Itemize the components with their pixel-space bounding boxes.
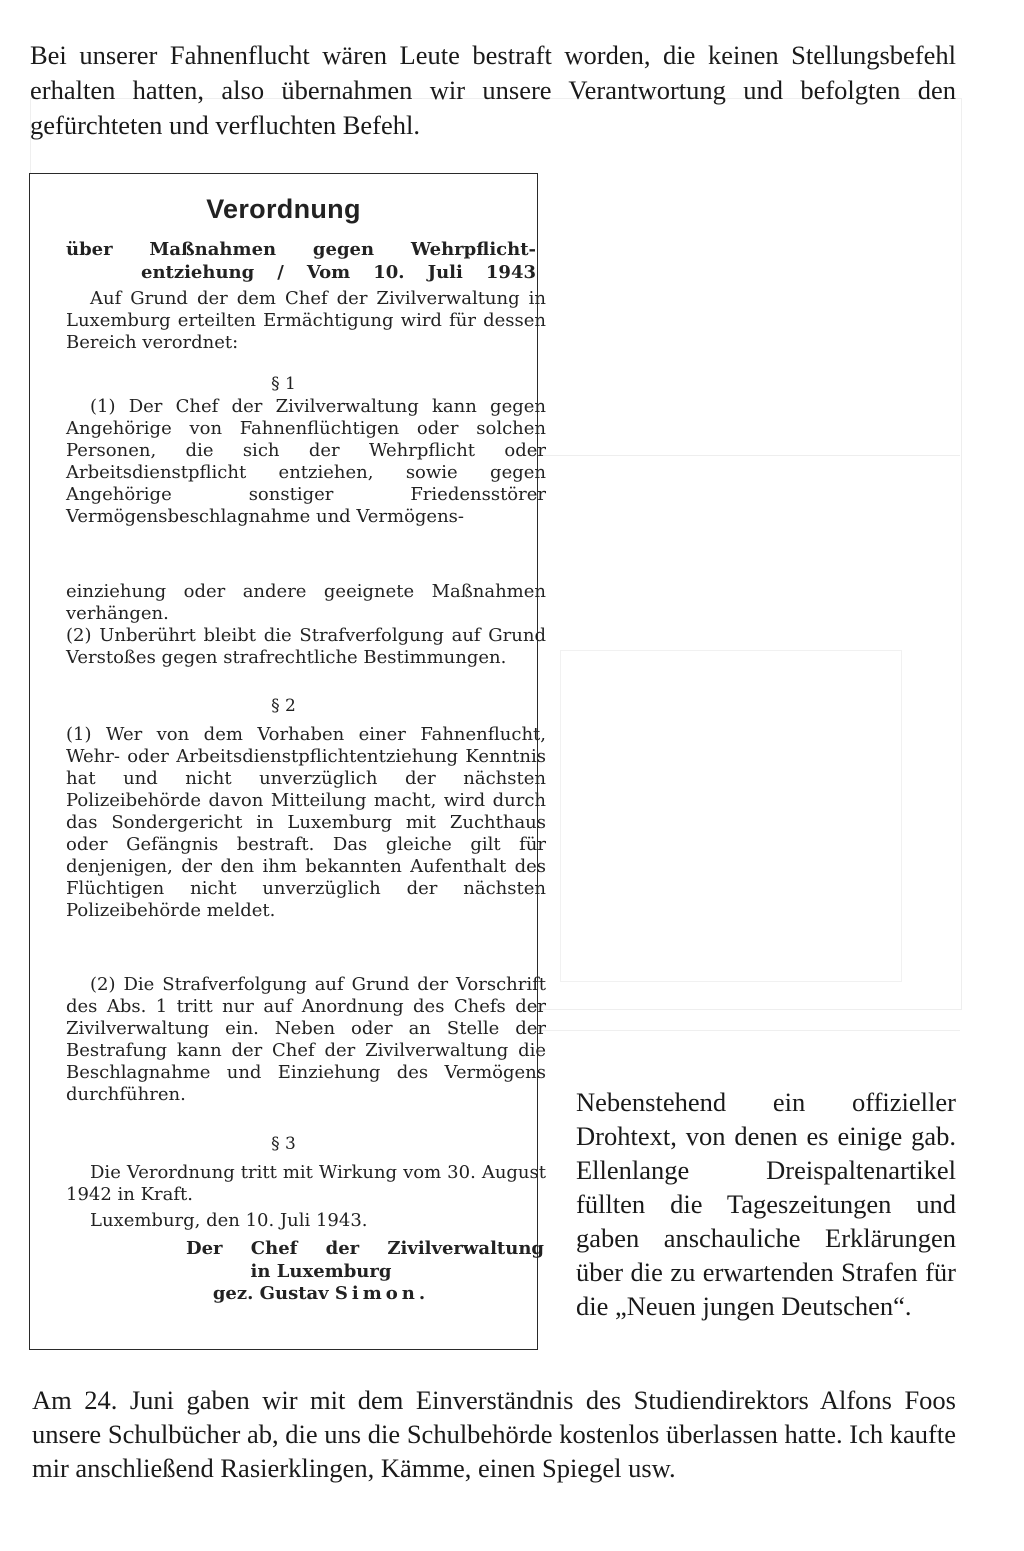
section-1-paragraph-1a: (1) Der Chef der Zivilverwaltung kann gegen Angehörige von Fahnenflüchtigen oder solchen Personen, die sich der Wehrpflicht oder Arbeitsdienstpflicht entziehen, sowie gegen Angehörige sonstiger Friedensstörer Vermögensbeschlagnahme und Vermögens-	[66, 396, 546, 527]
decree-subtitle-line2: entziehung / Vom 10. Juli 1943	[141, 262, 536, 283]
section-3-paragraph: Die Verordnung tritt mit Wirkung vom 30. August 1942 in Kraft.	[66, 1162, 546, 1205]
decree-title: Verordnung	[206, 194, 361, 224]
section-2-paragraph-2: (2) Die Strafverfolgung auf Grund der Vorschrift des Abs. 1 tritt nur auf Anordnung des Chefs der Zivilverwaltung ein. Neben oder an Stelle der Bestrafung kann der Chef der Zivilverwaltung die Beschlagnahme und Einziehung des Vermögens durchführen.	[66, 974, 546, 1105]
signature-line-3	[66, 1283, 546, 1305]
signature-prefix: gez. Gustav	[212, 1283, 329, 1304]
intro-paragraph: Bei unserer Fahnenflucht wären Leute bestraft worden, die keinen Stellungsbefehl erhalten hatten, also übernahmen wir unsere Verantwortung und befolgten den gefürchteten und verfluchten Befehl.	[30, 40, 956, 140]
show-through-stamp-box	[560, 650, 902, 982]
closing-paragraph: Am 24. Juni gaben wir mit dem Einverständnis des Studiendirektors Alfons Foos unsere Schulbücher ab, die uns die Schulbehörde kostenlos überlassen hatte. Ich kaufte mir anschließend Rasierklingen, Kämme, einen Spiegel usw.	[32, 1385, 956, 1483]
signature-name: Simon.	[334, 1283, 430, 1304]
decree-subtitle	[66, 238, 536, 284]
section-1-heading: § 1	[271, 374, 296, 394]
side-commentary: Nebenstehend ein offizieller Drohtext, von denen es einige gab. Ellenlange Dreispaltenartikel füllten die Tageszeitungen und gaben anschauliche Erklärungen über die zu erwartenden Strafen für die „Neuen jungen Deutschen“.	[576, 1087, 956, 1321]
decree-subtitle-line1: über Maßnahmen gegen Wehrpflicht-	[66, 239, 536, 260]
decree-preamble: Auf Grund der dem Chef der Zivilverwaltung in Luxemburg erteilten Ermächtigung wird für dessen Bereich verordnet:	[66, 288, 546, 353]
decree-place-date: Luxemburg, den 10. Juli 1943.	[90, 1210, 368, 1231]
section-2-heading: § 2	[271, 696, 296, 716]
signature-line-1: Der Chef der Zivilverwaltung	[186, 1238, 544, 1259]
decree-notice-clipping	[29, 173, 546, 1350]
section-1-paragraph-2: (2) Unberührt bleibt die Strafverfolgung auf Grund Verstoßes gegen strafrechtliche Bestimmungen.	[66, 625, 546, 668]
section-2-paragraph-1: (1) Wer von dem Vorhaben einer Fahnenflucht, Wehr- oder Arbeitsdienstpflichtentziehung Kenntnis hat und nicht unverzüglich der nächsten Polizeibehörde davon Mitteilung macht, wird durch das Sondergericht in Luxemburg mit Zuchthaus oder Gefängnis bestraft. Das gleiche gilt für denjenigen, der den ihm bekannten Aufenthalt des Flüchtigen nicht unverzüglich der nächsten Polizeibehörde meldet.	[66, 724, 546, 921]
section-3-heading: § 3	[271, 1134, 296, 1154]
signature-line-2: in Luxemburg	[250, 1261, 392, 1282]
section-1-paragraph-1b: einziehung oder andere geeignete Maßnahmen verhängen.	[66, 581, 546, 624]
